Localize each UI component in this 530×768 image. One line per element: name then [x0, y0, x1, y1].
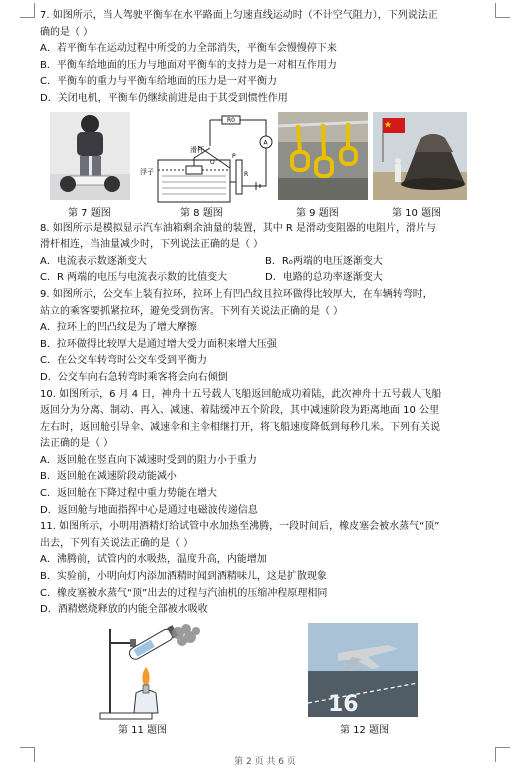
- question-7: [40, 8, 492, 108]
- question-10-option-a: A．返回舱在竖直向下减速时受到的阻力小于重力: [40, 454, 257, 466]
- question-10-stem-line-4: 法正确的是（ ）: [40, 438, 114, 450]
- figure-12-carrier-jet: [308, 623, 418, 717]
- figure-8-ammeter-label: A: [263, 139, 268, 147]
- figure-8-r0-label: R0: [227, 116, 235, 124]
- question-8-stem-line-1: 8. 如图所示是模拟显示汽车油箱剩余油量的装置，其中 R 是滑动变阻器的电阻片，滑片与: [40, 222, 437, 234]
- figure-11-test-tube-heating: [96, 623, 206, 721]
- question-8-option-c: C．R 两端的电压与电流表示数的比值变大: [40, 272, 228, 284]
- figure-10-return-capsule: [373, 112, 467, 200]
- figure-7-balance-scooter: [50, 112, 130, 200]
- question-10-option-d: D．返回舱与地面指挥中心是通过电磁波传递信息: [40, 504, 258, 516]
- question-9-stem-line-2: 站立的乘客要抓紧拉环，避免受到伤害。下列有关说法正确的是（ ）: [40, 305, 344, 317]
- question-8: [40, 221, 492, 287]
- figure-8-resistor-r-label: R: [244, 170, 249, 178]
- question-9: [40, 287, 492, 387]
- question-7-stem-line-1: 7. 如图所示，当人驾驶平衡车在水平路面上匀速直线运动时（不计空气阻力），下列说法正: [40, 10, 438, 21]
- question-9-option-a: A．拉环上的凹凸纹是为了增大摩擦: [40, 322, 197, 334]
- figure-row-11-12: [40, 623, 492, 741]
- figure-9-caption: 第 9 题图: [296, 207, 339, 219]
- question-9-stem-line-1: 9. 如图所示，公交车上装有拉环，拉环上有凹凸纹且拉环做得比较厚大，在车辆转弯时，: [40, 288, 433, 300]
- figure-8-oil-gauge-circuit: [138, 112, 273, 204]
- question-9-option-d: D．公交车向右急转弯时乘客将会向右倾倒: [40, 371, 228, 383]
- question-7-stem-line-2: 确的是（ ）: [40, 26, 94, 38]
- page-footer: 第 2 页 共 6 页: [234, 757, 296, 767]
- question-11-option-b: B．实验前，小明向灯内添加酒精时闻到酒精味儿，这是扩散现象: [40, 571, 327, 583]
- question-7-option-d: D．关闭电机，平衡车仍继续前进是由于其受到惯性作用: [40, 92, 288, 104]
- figure-9-bus-handles: [278, 112, 368, 200]
- question-11-option-c: C．橡皮塞被水蒸气“顶”出去的过程与汽油机的压缩冲程原理相同: [40, 587, 328, 599]
- question-7-option-a: A．若平衡车在运动过程中所受的力全部消失，平衡车会慢慢停下来: [40, 43, 337, 55]
- question-10-option-b: B．返回舱在减速阶段动能减小: [40, 471, 177, 483]
- question-8-option-a: A．电流表示数逐渐变大: [40, 255, 147, 267]
- question-7-option-b: B．平衡车给地面的压力与地面对平衡车的支持力是一对相互作用力: [40, 59, 337, 71]
- questions-content: [40, 8, 492, 741]
- question-7-option-c: C．平衡车的重力与平衡车给地面的压力是一对平衡力: [40, 76, 277, 88]
- figure-11-caption: 第 11 题图: [118, 724, 168, 736]
- crop-mark-top-left: [20, 3, 35, 18]
- figure-8-pivot-o-label: O: [210, 158, 215, 166]
- figure-12-caption: 第 12 题图: [340, 724, 390, 736]
- question-8-options-cd: [40, 270, 492, 287]
- question-11-option-d: D．酒精燃烧释放的内能全部被水吸收: [40, 604, 208, 616]
- figure-8-slider-label: 滑杆: [190, 145, 204, 154]
- figure-8-float-label: 浮子: [140, 167, 154, 176]
- figure-10-caption: 第 10 题图: [392, 207, 442, 219]
- question-8-option-d: D．电路的总功率逐渐变大: [265, 272, 383, 284]
- question-8-option-b: B．R₀两端的电压逐渐变大: [265, 255, 383, 267]
- figure-row-7-10: [40, 112, 492, 219]
- question-10-stem-line-3: 左右时，返回舱引导伞、减速伞和主伞相继打开，将飞船速度降低到每秒几米。下列有关说: [40, 421, 440, 433]
- question-11-stem-line-2: 出去，下列有关说法正确的是（ ）: [40, 537, 194, 549]
- question-11-option-a: A．沸腾前，试管内的水吸热，温度升高，内能增加: [40, 554, 267, 566]
- question-10: [40, 387, 492, 520]
- question-9-option-c: C．在公交车转弯时公交车受到平衡力: [40, 355, 207, 367]
- question-10-option-c: C．返回舱在下降过程中重力势能在增大: [40, 488, 217, 500]
- question-8-options-ab: [40, 254, 492, 271]
- figure-12-deck-number: 16: [328, 691, 359, 717]
- question-11-stem-line-1: 11. 如图所示，小明用酒精灯给试管中水加热至沸腾，一段时间后，橡皮塞会被水蒸气“顶”: [40, 521, 440, 533]
- question-10-stem-line-1: 10. 如图所示，6 月 4 日，神舟十五号载人飞船返回舱成功着陆，此次神舟十五号载人飞船: [40, 388, 442, 400]
- question-9-option-b: B．拉环做得比较厚大是通过增大受力面积来增大压强: [40, 338, 277, 350]
- question-8-stem-line-2: 滑杆相连，当油量减少时，下列说法正确的是（ ）: [40, 239, 264, 251]
- crop-mark-top-right: [495, 3, 510, 18]
- figure-8-slider-p-label: P: [232, 152, 236, 160]
- figure-8-caption: 第 8 题图: [180, 207, 223, 219]
- question-10-stem-line-2: 返回分为分离、制动、再入、减速、着陆缓冲五个阶段，其中减速阶段为距离地面 10 公里: [40, 405, 440, 417]
- figure-7-caption: 第 7 题图: [68, 207, 111, 219]
- question-11: [40, 519, 492, 619]
